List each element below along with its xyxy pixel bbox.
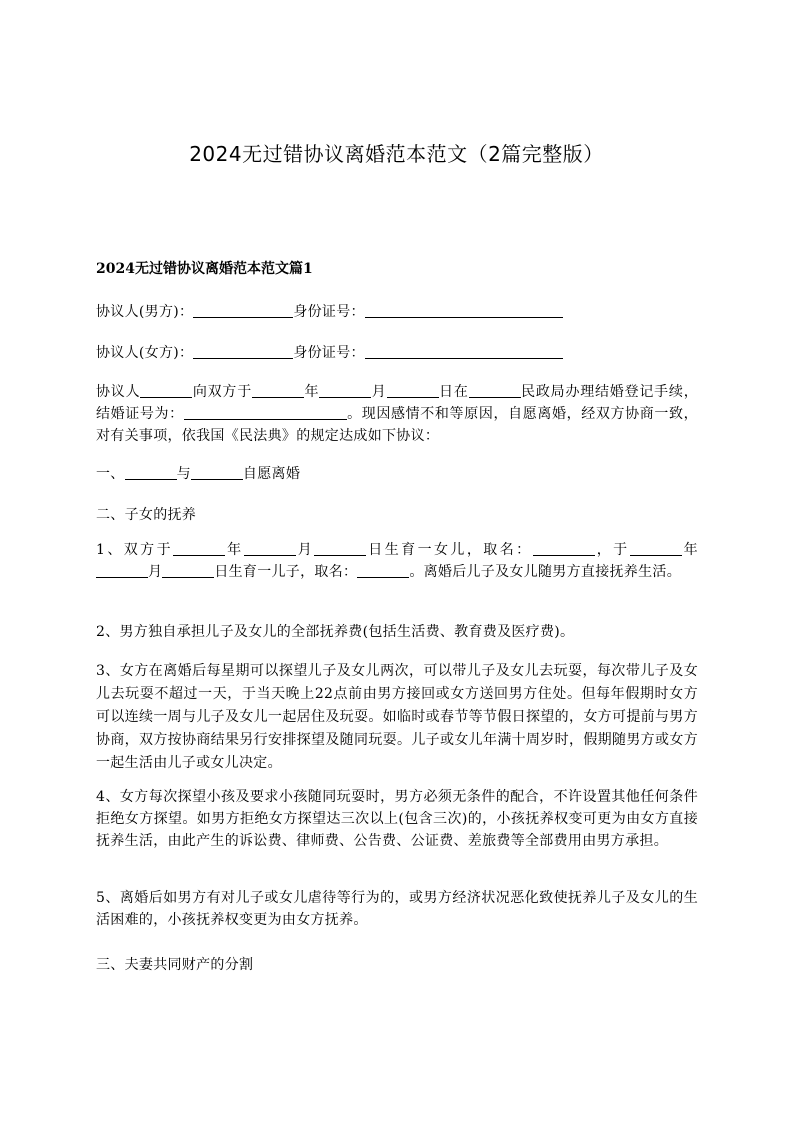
intro-text: 向双方于 — [192, 384, 252, 400]
blank — [387, 383, 439, 398]
intro-text: 协议人 — [96, 384, 141, 400]
intro-paragraph — [96, 381, 698, 447]
clause-5: 5、离婚后如男方有对儿子或女儿虐待等行为的，或男方经济状况恶化致使抚养儿子及女儿的生活困难的，小孩抚养权变更为由女方抚养。 — [96, 890, 698, 928]
blank — [96, 563, 148, 578]
section-one-text: 一、 — [96, 466, 125, 482]
blank — [357, 563, 409, 578]
section-one-text: 与 — [176, 466, 191, 482]
section-two-heading: 二、子女的抚养 — [96, 507, 197, 523]
party-female-line — [96, 342, 698, 364]
section-three-heading: 三、夫妻共同财产的分割 — [96, 957, 254, 973]
intro-text: 民政局办理结婚登记手续，结婚证号为： — [96, 384, 699, 422]
clause-1-text: 月 — [295, 542, 315, 558]
section-one — [96, 463, 698, 485]
blank — [533, 541, 595, 556]
section-one-text: 自愿离婚 — [242, 466, 301, 482]
blank-male-id — [365, 303, 563, 318]
section-subtitle: 2024无过错协议离婚范本范文篇1 — [96, 261, 313, 277]
clause-3: 3、女方在离婚后每星期可以探望儿子及女儿两次，可以带儿子及女儿去玩耍，每次带儿子及女儿去玩耍不超过一天，于当天晚上22点前由男方接回或女方送回男方住处。但每年假期时女方可以连续一周与儿子及女儿一起居住及玩耍。如临时或春节等节假日探望的，女方可提前与男方协商，双方按协商结果另行安排探望及随同玩耍。儿子或女儿年满十周岁时，假期随男方或女方一起生活由儿子或女儿决定。 — [96, 663, 698, 771]
party-male-line — [96, 301, 698, 323]
clause-1-text: 日生育一女儿，取名： — [366, 542, 533, 558]
intro-text: 月 — [371, 384, 387, 400]
clause-1-text: 1、双方于 — [96, 542, 174, 558]
intro-text: 日在 — [438, 384, 469, 400]
party-female-id-label: 身份证号： — [293, 345, 365, 361]
blank-female-id — [365, 344, 563, 359]
blank-male-name — [193, 303, 293, 318]
clause-1-text: 年 — [681, 542, 698, 558]
party-male-id-label: 身份证号： — [293, 304, 365, 320]
blank — [630, 541, 682, 556]
blank-female-name — [193, 344, 293, 359]
document-title: 2024无过错协议离婚范本范文（2篇完整版） — [189, 142, 604, 166]
blank — [314, 541, 366, 556]
blank-certificate-no — [184, 405, 347, 420]
blank — [140, 383, 192, 398]
blank — [319, 383, 371, 398]
clause-1-text: 年 — [225, 542, 244, 558]
blank — [252, 383, 304, 398]
clause-2: 2、男方独自承担儿子及女儿的全部抚养费(包括生活费、教育费及医疗费)。 — [96, 624, 575, 640]
blank — [173, 541, 225, 556]
party-male-label: 协议人(男方)： — [96, 304, 194, 320]
clause-1-text: 月 — [148, 564, 163, 580]
blank — [125, 465, 177, 480]
party-female-label: 协议人(女方)： — [96, 345, 194, 361]
blank — [162, 563, 214, 578]
intro-text: 。现因感情不和等原因，自愿离婚，经双方协商一致，对有关事项，依我国《民法典》的规定达成如下协议： — [96, 406, 698, 444]
clause-1-text: ，于 — [594, 542, 630, 558]
clause-1-text: 。离婚后儿子及女儿随男方直接抚养生活。 — [409, 564, 682, 580]
clause-1 — [96, 539, 698, 583]
clause-1-text: 日生育一儿子，取名： — [214, 564, 358, 580]
intro-text: 年 — [303, 384, 320, 400]
blank — [469, 383, 521, 398]
blank — [191, 465, 243, 480]
clause-4: 4、女方每次探望小孩及要求小孩随同玩耍时，男方必须无条件的配合，不许设置其他任何条件拒绝女方探望。如男方拒绝女方探望达三次以上(包含三次)的，小孩抚养权变可更为由女方直接抚养生活，由此产生的诉讼费、律师费、公告费、公证费、差旅费等全部费用由男方承担。 — [96, 789, 698, 849]
blank — [244, 541, 296, 556]
